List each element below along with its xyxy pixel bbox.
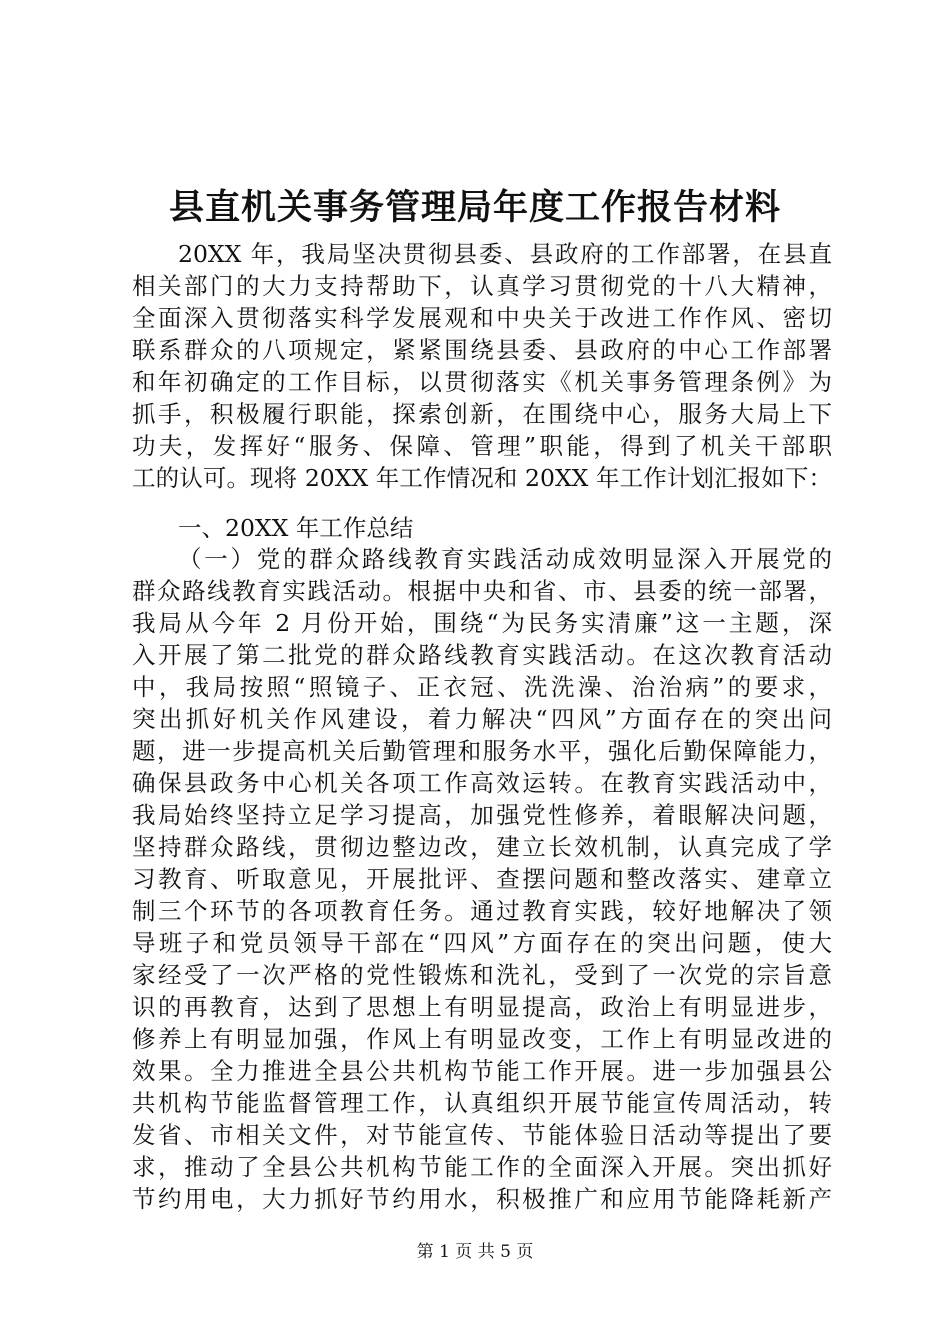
text-line: 求，推动了全县公共机构节能工作的全面深入开展。突出抓好 (132, 1153, 832, 1181)
text-line: 节约用电，大力抓好节约用水，积极推广和应用节能降耗新产 (132, 1185, 832, 1213)
text-line: 我局始终坚持立足学习提高，加强党性修养，着眼解决问题， (132, 801, 832, 829)
text-line: 我局从今年 2 月份开始，围绕“为民务实清廉”这一主题，深 (132, 609, 832, 637)
page-footer: 第 1 页 共 5 页 (416, 1242, 534, 1262)
text-line: （一）党的群众路线教育实践活动成效明显深入开展党的 (178, 545, 832, 573)
text-line: 中，我局按照“照镜子、正衣冠、洗洗澡、治治病”的要求， (132, 673, 832, 701)
text-line: 相关部门的大力支持帮助下，认真学习贯彻党的十八大精神， (132, 272, 832, 300)
text-line: 联系群众的八项规定，紧紧围绕县委、县政府的中心工作部署 (132, 336, 832, 364)
text-line: 坚持群众路线，贯彻边整边改，建立长效机制，认真完成了学 (132, 833, 832, 861)
text-line: 群众路线教育实践活动。根据中央和省、市、县委的统一部署， (132, 577, 832, 605)
document-title: 县直机关事务管理局年度工作报告材料 (168, 187, 781, 228)
text-line: 确保县政务中心机关各项工作高效运转。在教育实践活动中， (132, 769, 832, 797)
text-line: 题，进一步提高机关后勤管理和服务水平，强化后勤保障能力， (132, 737, 832, 765)
text-line: 家经受了一次严格的党性锻炼和洗礼，受到了一次党的宗旨意 (132, 961, 832, 989)
text-line: 全面深入贯彻落实科学发展观和中央关于改进工作作风、密切 (132, 304, 832, 332)
text-line: 共机构节能监督管理工作，认真组织开展节能宣传周活动，转 (132, 1089, 832, 1117)
text-line: 习教育、听取意见，开展批评、查摆问题和整改落实、建章立 (132, 865, 832, 893)
text-line: 工的认可。现将 20XX 年工作情况和 20XX 年工作计划汇报如下： (132, 464, 832, 492)
text-line: 效果。全力推进全县公共机构节能工作开展。进一步加强县公 (132, 1057, 832, 1085)
text-line: 发省、市相关文件，对节能宣传、节能体验日活动等提出了要 (132, 1121, 832, 1149)
text-line: 识的再教育，达到了思想上有明显提高，政治上有明显进步， (132, 993, 832, 1021)
text-line: 入开展了第二批党的群众路线教育实践活动。在这次教育活动 (132, 641, 832, 669)
text-line: 和年初确定的工作目标，以贯彻落实《机关事务管理条例》为 (132, 368, 832, 396)
text-line: 导班子和党员领导干部在“四风”方面存在的突出问题，使大 (132, 929, 832, 957)
text-line: 抓手，积极履行职能，探索创新，在围绕中心，服务大局上下 (132, 400, 832, 428)
text-line: 突出抓好机关作风建设，着力解决“四风”方面存在的突出问 (132, 705, 832, 733)
text-line: 修养上有明显加强，作风上有明显改变，工作上有明显改进的 (132, 1025, 832, 1053)
text-line: 20XX 年，我局坚决贯彻县委、县政府的工作部署，在县直 (178, 240, 832, 268)
text-line: 功夫，发挥好“服务、保障、管理”职能，得到了机关干部职 (132, 432, 832, 460)
section-heading: 一、20XX 年工作总结 (178, 514, 414, 542)
text-line: 制三个环节的各项教育任务。通过教育实践，较好地解决了领 (132, 897, 832, 925)
